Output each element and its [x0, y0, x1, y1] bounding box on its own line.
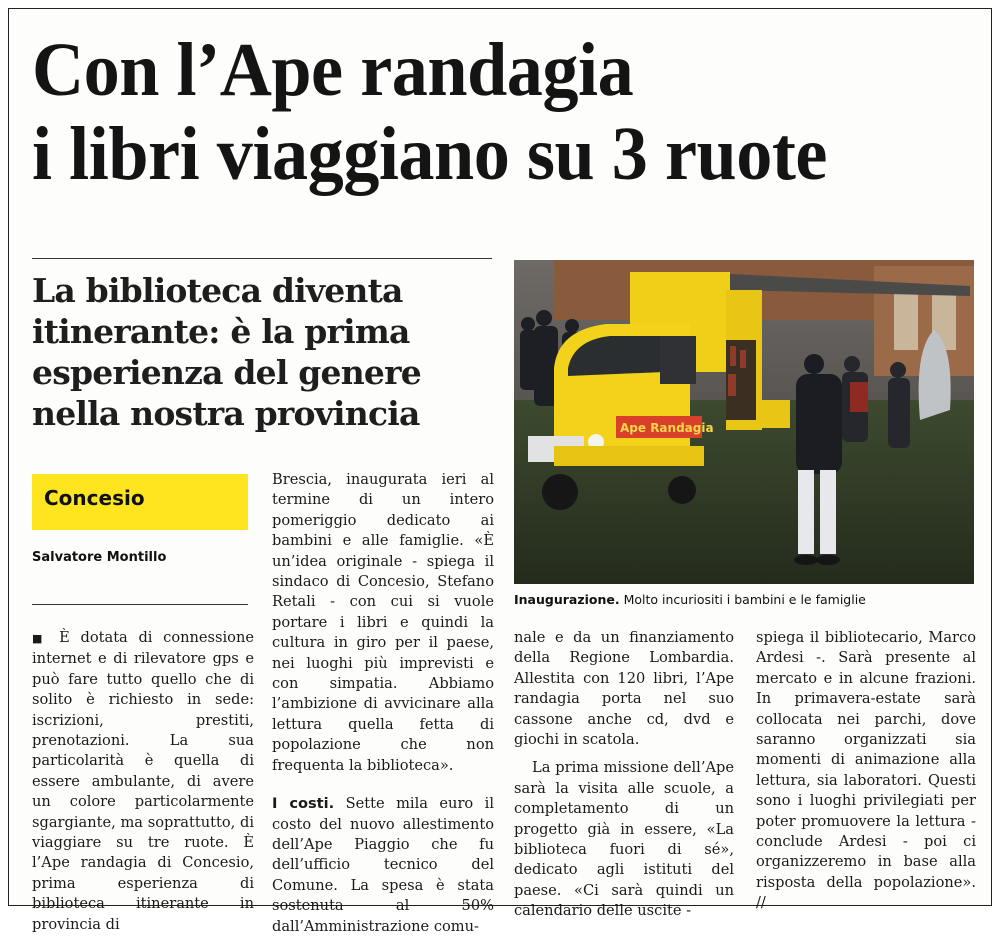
text-column-3 — [514, 628, 734, 922]
paragraph — [32, 628, 254, 935]
text-column-1 — [32, 628, 254, 935]
headline-line: Con l’Ape randagia — [32, 28, 634, 112]
headline-line: i libri viaggiano su 3 ruote — [32, 112, 828, 196]
subhead-line: nella nostra provincia — [32, 394, 420, 433]
byline-rule — [32, 604, 248, 605]
article-photo — [514, 260, 974, 584]
photo-caption — [514, 592, 974, 607]
subhead-line: La biblioteca diventa — [32, 271, 403, 310]
van-label: Ape Randagia — [620, 421, 714, 435]
paragraph: spiega il bibliotecario, Marco Ardesi -. Sarà presente al mercato e in alcune frazioni. In primavera-estate sarà collocata nei parchi, dove saranno organizzati sia momenti di animazione alla lettura, sia laboratori. Questi sono i luoghi privilegiati per poter promuovere la lettura - conclude Ardesi - poi ci organizzeremo in base alla risposta della popolazione». // — [756, 629, 976, 912]
headline — [32, 28, 925, 196]
caption-lead: Inaugurazione. — [514, 592, 620, 607]
subhead-rule — [32, 258, 492, 259]
paragraph-text: È dotata di connessione internet e di rilevatore gps e può fare tutto quello che di solito è richiesto in sede: iscrizioni, prestiti, prenotazioni. La sua particolarità è quella di essere ambulante, di avere un colore particolarmente sgargiante, ma soprattutto, di viaggiare su tre ruote. È l’Ape randagia di Concesio, prima esperienza di biblioteca itinerante in provincia di — [32, 629, 255, 933]
text-column-4 — [756, 628, 976, 914]
subheadline — [32, 270, 502, 434]
text-column-2 — [272, 470, 494, 937]
bullet-square-icon: ■ — [32, 632, 49, 645]
paragraph: nale e da un finanziamento della Regione Lombardia. Allestita con 120 libri, l’Ape randagia porta nel suo cassone anche cd, dvd e giochi in scatola. — [514, 629, 734, 749]
paragraph: La prima missione dell’Ape sarà la visita alle scuole, a completamento di un progetto già in essere, «La biblioteca fuori di sé», dedicato agli istituti del paese. «Ci sarà quindi un calendario delle uscite - — [514, 759, 734, 920]
byline: Salvatore Montillo — [32, 550, 167, 565]
paragraph-text: Sette mila euro il costo del nuovo allestimento dell’Ape Piaggio che fu dell’ufficio tecnico del Comune. La spesa è stata sostenuta al 50% dall’Amministrazione comu- — [272, 795, 494, 935]
paragraph: Brescia, inaugurata ieri al termine di un intero pomeriggio dedicato ai bambini e alle famiglie. «È un’idea originale - spiega il sindaco di Concesio, Stefano Retali - con cui si vuole portare i libri e quindi la cultura in giro per il paese, nei luoghi più imprevisti e con simpatia. Abbiamo l’ambizione di avvicinare alla lettura quella fetta di popolazione che non frequenta la biblioteca». — [272, 471, 494, 774]
location-tag: Concesio — [32, 474, 248, 530]
subhead-line: itinerante: è la prima — [32, 312, 410, 351]
paragraph — [272, 794, 494, 937]
caption-text: Molto incuriositi i bambini e le famiglie — [619, 592, 866, 607]
subhead-line: esperienza del genere — [32, 353, 421, 392]
section-lead: I costi. — [272, 795, 335, 813]
photo-illustration — [514, 260, 974, 584]
